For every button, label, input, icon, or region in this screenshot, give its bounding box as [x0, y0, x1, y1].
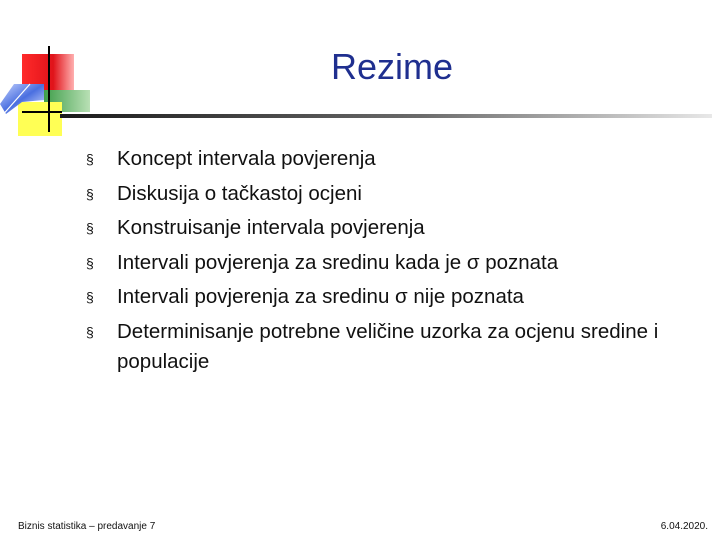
bullet-marker-icon: § [86, 220, 94, 236]
bullet-text: Intervali povjerenja za sredinu kada je σ poznata [117, 250, 559, 274]
footer-date: 6.04.2020. [660, 521, 708, 532]
footer-course-label: Biznis statistika – predavanje 7 [18, 521, 156, 532]
bullet-text: Intervali povjerenja za sredinu σ nije poznata [117, 285, 524, 308]
bullet-item [86, 142, 686, 177]
bullet-item [86, 315, 686, 377]
slide-title: Rezime [330, 46, 454, 87]
bullet-text: Koncept intervala povjerenja [117, 147, 376, 170]
bullet-marker-icon: § [86, 323, 94, 340]
bullet-item [86, 211, 686, 246]
bullet-marker-icon: § [86, 289, 94, 305]
bullet-item [86, 280, 686, 315]
bullet-list [86, 142, 686, 377]
bullet-marker-icon: § [86, 254, 94, 271]
bullet-marker-icon: § [86, 185, 94, 202]
bullet-text: Diskusija o tačkastoj ocjeni [117, 181, 362, 205]
bullet-marker-icon: § [86, 151, 94, 167]
bullet-item [86, 177, 686, 212]
bullet-item [86, 246, 686, 281]
title-underline [60, 114, 712, 118]
logo-yellow-square [18, 102, 62, 136]
bullet-text: Konstruisanje intervala povjerenja [117, 216, 425, 239]
bullet-text: Determinisanje potrebne veličine uzorka za ocjenu sredine i populacije [117, 319, 659, 373]
